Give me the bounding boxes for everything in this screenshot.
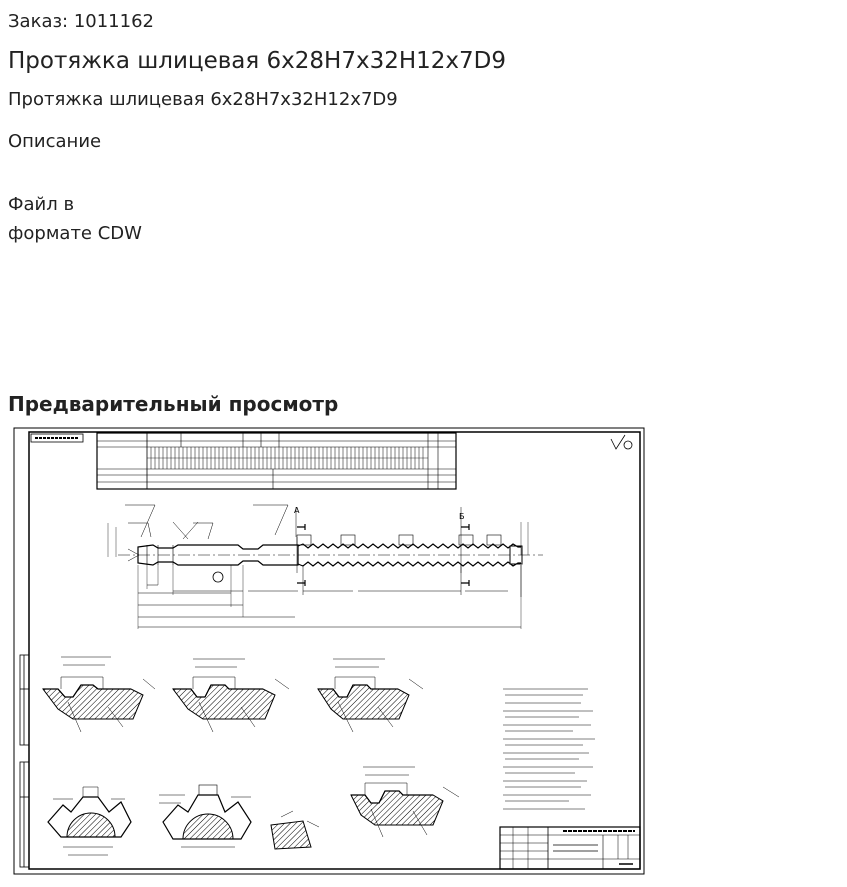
description-line-1: Файл в [8,194,75,215]
section-label-b: Б [459,512,465,521]
description-heading: Описание [8,131,102,152]
product-subtitle: Протяжка шлицевая 6х28Н7х32Н12х7D9 [8,89,398,110]
section-label-a: А [294,506,300,515]
page-title: Протяжка шлицевая 6х28Н7х32Н12х7D9 [8,48,506,74]
order-number: Заказ: 1011162 [8,11,154,32]
preview-heading: Предварительный просмотр [8,392,339,416]
broach-drawing-preview[interactable] [13,427,645,875]
description-line-2: формате CDW [8,223,142,244]
